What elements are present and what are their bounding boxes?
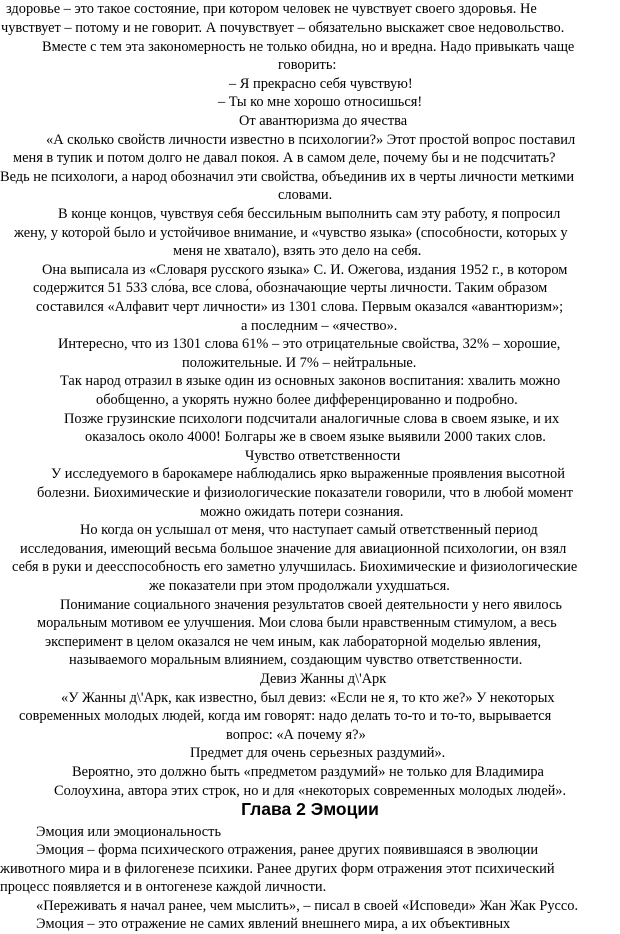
paragraph-line: Позже грузинские психологи подсчитали аналогичные слова в своем языке, и их [64, 411, 560, 427]
paragraph-line: меня не хватало), взять это дело на себя. [173, 243, 422, 259]
paragraph-line: вопрос: «А почему я?» [226, 727, 366, 743]
paragraph-line: здоровье – это такое состояние, при котором человек не чувствует своего здоровья. Не [6, 1, 537, 17]
paragraph-line: Так народ отразил в языке один из основных законов воспитания: хвалить можно [60, 373, 561, 389]
paragraph-line: Вместе с тем эта закономерность не только обидна, но и вредна. Надо привыкать чаще [42, 39, 575, 55]
paragraph-line: – Я прекрасно себя чувствую! [229, 76, 413, 92]
paragraph-line: От авантюризма до ячества [239, 113, 408, 129]
paragraph-line: Она выписала из «Словаря русского языка» С. И. Ожегова, издания 1952 г., в котором [42, 262, 568, 278]
paragraph-line: содержится 51 533 сло́ва, все слова́, обозначающие черты личности. Таким образом [33, 280, 548, 296]
paragraph-line: Понимание социального значения результатов своей деятельности у него явилось [60, 597, 562, 613]
paragraph-line: положительные. И 7% – нейтральные. [182, 355, 417, 371]
chapter-paragraph-line: процесс появляется и в онтогенезе каждой личности. [0, 879, 327, 895]
paragraph-line: а последним – «ячество». [241, 318, 398, 334]
paragraph-line: себя в руки и деесспособность его заметно улучшилась. Биохимические и физиологические [12, 559, 578, 575]
chapter-heading: Глава 2 Эмоции [241, 799, 379, 819]
paragraph-line: Ведь не психологи, а народ обозначил эти свойства, объединив их в черты личности меткими [0, 169, 575, 185]
paragraph-line: Девиз Жанны д\'Арк [260, 671, 387, 687]
paragraph-line: словами. [278, 187, 333, 203]
paragraph-line: меня в тупик и потом долго не давал покоя. А в самом деле, почему бы и не подсчитать? [13, 150, 556, 166]
paragraph-line: оказалось около 4000! Болгары же в своем языке выявили 2000 таких слов. [85, 429, 546, 445]
paragraph-line: можно ожидать потери сознания. [200, 504, 404, 520]
paragraph-line: «У Жанны д\'Арк, как известно, был девиз: «Если не я, то кто же?» У некоторых [61, 690, 555, 706]
paragraph-line: «А сколько свойств личности известно в психологии?» Этот простой вопрос поставил [46, 132, 576, 148]
chapter-paragraph-line: Эмоция или эмоциональность [36, 824, 222, 840]
chapter-paragraph-line: животного мира и в филогенезе психики. Ранее других форм отражения этот психический [0, 861, 555, 877]
paragraph-line: жену, у которой было и устойчивое внимание, и «чувство языка» (способности, которых у [14, 225, 568, 241]
paragraph-line: Предмет для очень серьезных раздумий». [190, 745, 446, 761]
paragraph-line: – Ты ко мне хорошо относишься! [218, 94, 423, 110]
paragraph-line: эксперимент в целом оказался не чем иным, как лабораторной моделью явления, [45, 634, 542, 650]
chapter-paragraph-line: Эмоция – это отражение не самих явлений внешнего мира, а их объективных [36, 916, 511, 932]
chapter-paragraph-line: Эмоция – форма психического отражения, ранее других появившаяся в эволюции [36, 842, 539, 858]
paragraph-line: составился «Алфавит черт личности» из 1301 слова. Первым оказался «авантюризм»; [36, 299, 564, 315]
paragraph-line: исследования, имеющий весьма большое значение для авиационной психологии, он взял [20, 541, 567, 557]
paragraph-line: Солоухина, автора этих строк, но и для «некоторых современных молодых людей». [54, 783, 567, 799]
chapter-paragraph-line: «Переживать я начал ранее, чем мыслить», – писал в своей «Исповеди» Жан Жак Руссо. [36, 898, 579, 914]
paragraph-line: обобщенно, а укорять нужно более дифференцированно и подробно. [96, 392, 518, 408]
paragraph-line: современных молодых людей, когда им говорят: надо делать то-то и то-то, вырывается [19, 708, 552, 724]
paragraph-line: же показатели при этом продолжали ухудшаться. [149, 578, 450, 594]
paragraph-line: Вероятно, это должно быть «предметом раздумий» не только для Владимира [72, 764, 544, 780]
paragraph-line: Чувство ответственности [245, 448, 401, 464]
paragraph-line: У исследуемого в барокамере наблюдались ярко выраженные проявления высотной [51, 466, 565, 482]
paragraph-line: В конце концов, чувствуя себя бессильным выполнить сам эту работу, я попросил [58, 206, 561, 222]
paragraph-line: называемого моральным влиянием, создающим чувство ответственности. [69, 652, 523, 668]
paragraph-line: чувствует – потому и не говорит. А почувствует – обязательно выскажет свое недовольство. [1, 20, 565, 36]
paragraph-line: болезни. Биохимические и физиологические показатели говорили, что в любой момент [37, 485, 573, 501]
paragraph-line: Но когда он услышал от меня, что наступает самый ответственный период [80, 522, 538, 538]
paragraph-line: говорить: [278, 57, 337, 73]
paragraph-line: моральным мотивом ее улучшения. Мои слова были нравственным стимулом, а весь [37, 615, 557, 631]
paragraph-line: Интересно, что из 1301 слова 61% – это отрицательные свойства, 32% – хорошие, [58, 336, 561, 352]
